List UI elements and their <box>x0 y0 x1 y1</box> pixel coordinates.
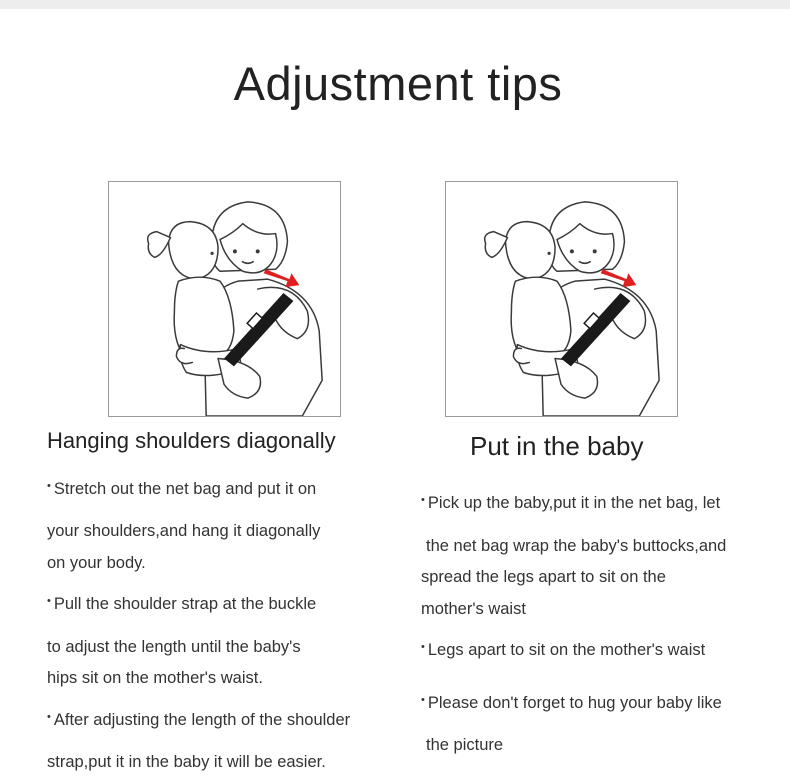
left-line-3: on your body. <box>47 554 146 572</box>
right-line-4: mother's waist <box>421 600 526 618</box>
right-line-1: • Pick up the baby,put it in the net bag, let <box>421 494 721 512</box>
illustration-hanging-shoulders <box>108 181 341 417</box>
left-line-2: your shoulders,and hang it diagonally <box>47 522 321 540</box>
left-line-7: • After adjusting the length of the shoulder <box>47 711 351 729</box>
left-line-8: strap,put it in the baby it will be easier. <box>47 753 326 771</box>
right-heading: Put in the baby <box>470 431 644 461</box>
right-line-3: spread the legs apart to sit on the <box>421 568 666 586</box>
top-band <box>0 0 790 9</box>
left-heading: Hanging shoulders diagonally <box>47 428 336 453</box>
left-line-5: to adjust the length until the baby's <box>47 638 301 656</box>
bullet-dot: • <box>421 494 425 506</box>
bullet-dot: • <box>421 694 425 706</box>
right-line-5: • Legs apart to sit on the mother's waist <box>421 641 706 659</box>
bullet-dot: • <box>421 641 425 653</box>
left-line-6: hips sit on the mother's waist. <box>47 669 263 687</box>
bullet-dot: • <box>47 480 51 492</box>
left-line-4: • Pull the shoulder strap at the buckle <box>47 595 317 613</box>
right-line-2: the net bag wrap the baby's buttocks,and <box>426 537 727 555</box>
mother-baby-illustration <box>446 182 677 416</box>
bullet-dot: • <box>47 711 51 723</box>
left-line-1: • Stretch out the net bag and put it on <box>47 480 317 498</box>
right-line-6: • Please don't forget to hug your baby like <box>421 694 722 712</box>
page-title: Adjustment tips <box>233 57 563 110</box>
illustration-put-in-baby <box>445 181 678 417</box>
bullet-dot: • <box>47 595 51 607</box>
mother-baby-illustration <box>109 182 340 416</box>
right-line-7: the picture <box>426 736 504 754</box>
